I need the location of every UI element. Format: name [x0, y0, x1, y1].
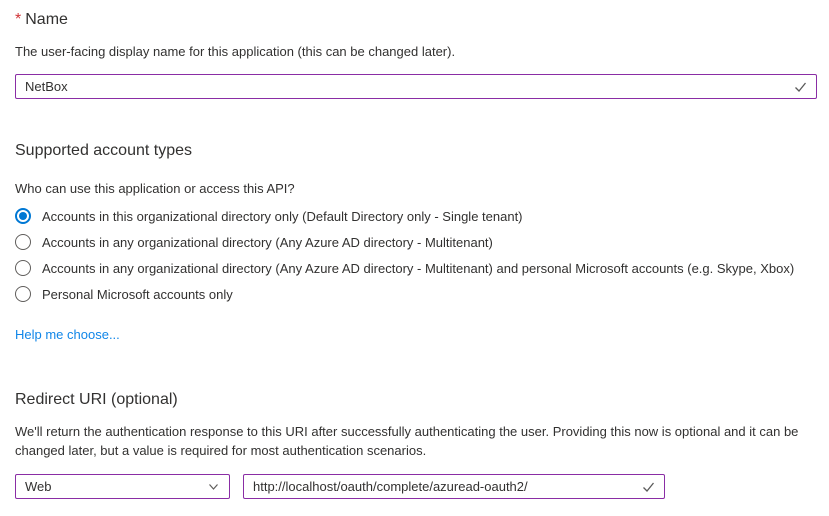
- account-types-question: Who can use this application or access this API?: [15, 181, 295, 196]
- radio-option-label: Accounts in any organizational directory (Any Azure AD directory - Multitenant): [42, 234, 493, 250]
- radio-icon[interactable]: [15, 208, 31, 224]
- name-input-value: NetBox: [25, 79, 68, 94]
- platform-select[interactable]: [15, 474, 230, 499]
- name-input[interactable]: [15, 74, 817, 99]
- redirect-uri-input-value: http://localhost/oauth/complete/azuread-oauth2/: [253, 479, 528, 494]
- radio-option-label: Accounts in this organizational directory only (Default Directory only - Single tenant): [42, 208, 523, 224]
- redirect-uri-description: We'll return the authentication response to this URI after successfully authenticating the user. Providing this now is optional and it can be changed later, but a value is required for most authentication scenarios.: [15, 424, 799, 458]
- name-section-heading: [15, 10, 68, 30]
- radio-icon[interactable]: [15, 260, 31, 276]
- account-types-radio-group: [15, 203, 794, 307]
- valid-checkmark-icon: [641, 479, 656, 494]
- name-description: The user-facing display name for this application (this can be changed later).: [15, 44, 456, 59]
- chevron-down-icon: [207, 480, 220, 493]
- valid-checkmark-icon: [793, 79, 808, 94]
- name-heading-label: Name: [25, 11, 68, 28]
- radio-option-label: Accounts in any organizational directory (Any Azure AD directory - Multitenant) and personal Microsoft accounts (e.g. Skype, Xbox): [42, 260, 795, 276]
- radio-icon[interactable]: [15, 234, 31, 250]
- account-types-heading: Supported account types: [15, 142, 193, 159]
- radio-icon[interactable]: [15, 286, 31, 302]
- radio-option-2[interactable]: [15, 255, 794, 281]
- help-me-choose-link[interactable]: Help me choose...: [15, 327, 120, 342]
- platform-select-value: Web: [25, 479, 52, 494]
- radio-option-0[interactable]: [15, 203, 794, 229]
- radio-option-3[interactable]: [15, 281, 794, 307]
- radio-option-label: Personal Microsoft accounts only: [42, 286, 233, 302]
- redirect-uri-heading: Redirect URI (optional): [15, 391, 178, 408]
- required-asterisk: *: [15, 11, 22, 28]
- redirect-uri-input[interactable]: [243, 474, 665, 499]
- radio-option-1[interactable]: [15, 229, 794, 255]
